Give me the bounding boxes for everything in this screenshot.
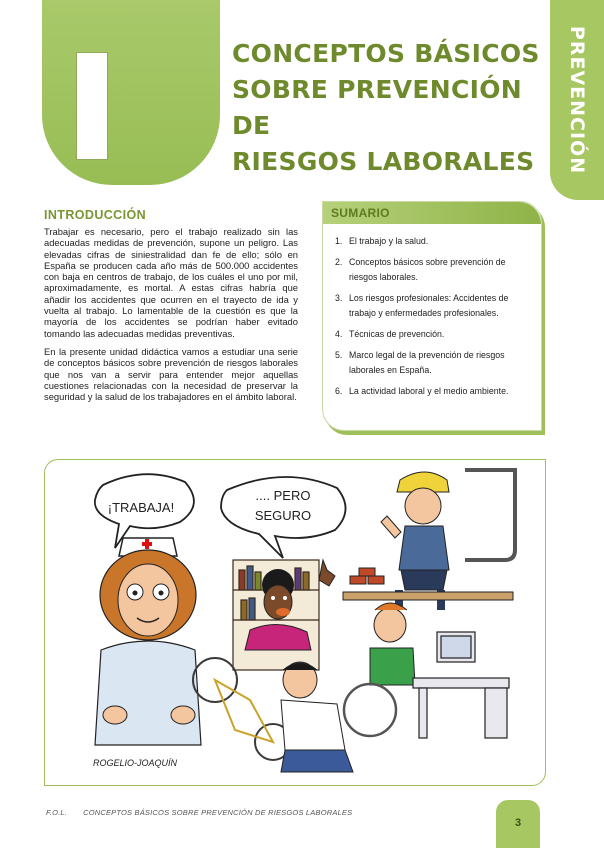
bubble-right-text-1: .... PERO xyxy=(255,488,311,503)
sumario-title: SUMARIO xyxy=(331,206,390,220)
brick-stack xyxy=(350,568,384,584)
page-number: 3 xyxy=(514,817,522,829)
sumario-list xyxy=(335,234,533,405)
nurse-figure xyxy=(95,538,201,745)
pointing-hand xyxy=(319,560,335,586)
intro-paragraph-1: Trabajar es necesario, pero el trabajo realizado sin las adecuadas medidas de prevención, supone un peligro. Las elevadas cifras de siniestralidad dan fe de ello; sólo en España se producen cada año más de 500.000 accidentes con baja en centros de trabajo, de los cuáles el uno por mil, aproximadamente, es mortal. A estas cifras habría que añadir los accidentes que ocurren en el trayecto de ida y vuelta al trabajo. Lo lamentable de la cuestión es que la mayoría de los accidentes se podrían haber evitado tomando las adecuadas medidas preventivas. xyxy=(44,226,298,339)
construction-worker xyxy=(381,472,449,610)
chapter-tab xyxy=(42,0,220,185)
sumario-item: 4. Técnicas de prevención. xyxy=(335,329,445,339)
sumario-item: 2. Conceptos básicos sobre prevención de riesgos laborales. xyxy=(335,257,506,282)
title-line-2: SOBRE PREVENCIÓN DE xyxy=(232,75,522,140)
footer-course: F.O.L. xyxy=(46,808,68,817)
intro-paragraph-2: En la presente unidad didáctica vamos a estudiar una serie de conceptos básicos sobre prevención de riesgos laborales que nos van a servir para entender mejor aquellas cuestiones relacionadas con la necesidad de preservar la seguridad y la salud de los trabajadores en el ámbito laboral. xyxy=(44,345,298,403)
sumario-box xyxy=(322,201,542,431)
section-side-label: PREVENCIÓN xyxy=(566,25,588,175)
bicycle-frame xyxy=(193,658,291,760)
page-title xyxy=(232,36,542,180)
title-line-1: CONCEPTOS BÁSICOS xyxy=(232,39,540,68)
chapter-numeral-I xyxy=(76,52,108,160)
sumario-item: 5. Marco legal de la prevención de riesgos laborales en España. xyxy=(335,350,505,375)
wheelchair-man xyxy=(344,603,415,736)
sumario-item: 6. La actividad laboral y el medio ambiente. xyxy=(335,386,509,396)
sumario-item: 3. Los riesgos profesionales: Accidentes de trabajo y enfermedades profesionales. xyxy=(335,293,509,318)
artist-signature: ROGELIO-JOAQUÍN xyxy=(93,758,178,768)
intro-body xyxy=(44,226,298,409)
footer-chapter-title: CONCEPTOS BÁSICOS SOBRE PREVENCIÓN DE RIESGOS LABORALES xyxy=(83,808,353,817)
scaffold-plank xyxy=(343,592,513,600)
cartoon-svg xyxy=(45,460,545,785)
sumario-item: 1. El trabajo y la salud. xyxy=(335,236,429,246)
title-line-3: RIESGOS LABORALES xyxy=(232,147,535,176)
page-footer xyxy=(46,808,352,817)
kneeling-man xyxy=(281,662,353,772)
bubble-left-text: ¡TRABAJA! xyxy=(107,500,175,515)
bubble-right-text-2: SEGURO xyxy=(254,508,312,523)
water-pipe xyxy=(465,470,515,560)
intro-heading: INTRODUCCIÓN xyxy=(44,208,147,222)
computer-desk xyxy=(413,632,509,738)
cartoon-illustration xyxy=(44,459,546,786)
